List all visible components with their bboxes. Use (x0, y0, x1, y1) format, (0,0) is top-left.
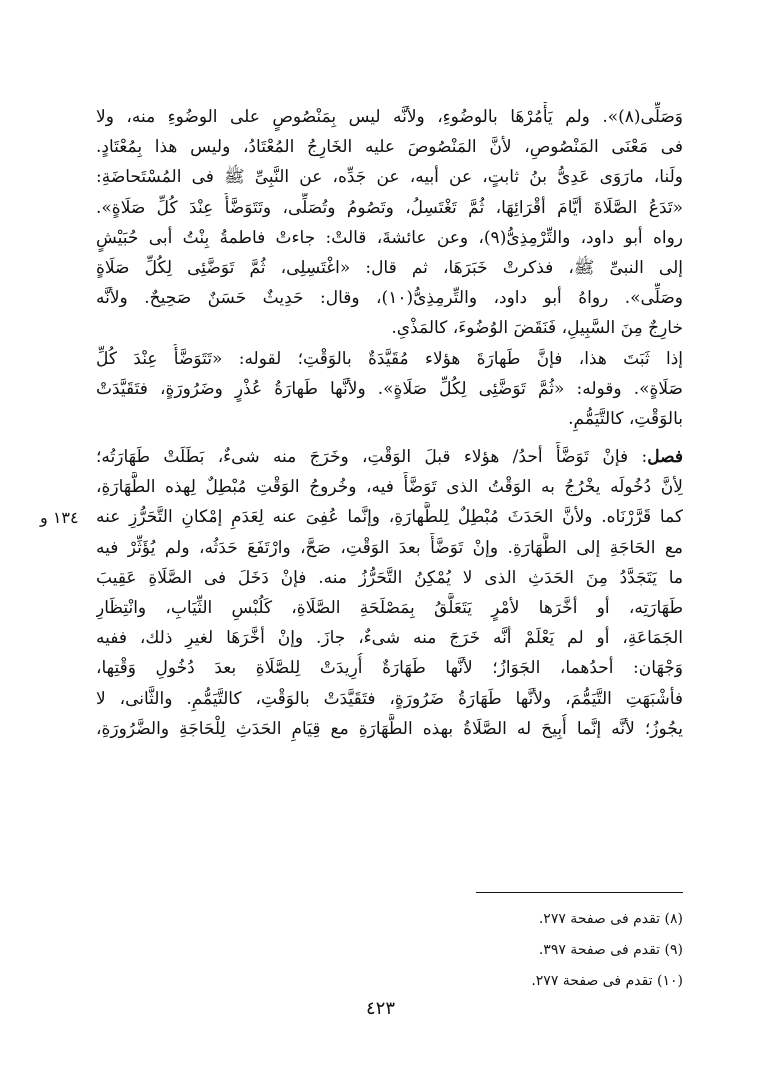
text-line: وَجْهَان: أحدُهما، الجَوَازُ؛ لأنَّها طَهَارَةٌ أُرِيدَتْ لِلصَّلَاةِ بعدَ دُخُولِ وَقْتِها، (96, 658, 683, 679)
text-line: خارِجٌ مِنَ السَّبِيلِ، فَنَقَضَ الوُضُوءَ، كالمَذْىِ. (391, 318, 683, 339)
text-line: ما يَتَجَدَّدُ مِنَ الحَدَثِ الذى لا يُمْكِنُ التَّحَرُّزُ منه. فإنْ دَخَلَ فى الصَّلَاةِ عَقِيبَ (96, 567, 683, 588)
text-line: إذا ثَبَتَ هذا، فإنَّ طَهارَةَ هؤلاء مُقَيَّدَةٌ بالوَقْتِ؛ لقوله: «تَتَوَضَّأُ عِنْدَ كُلِّ (96, 348, 683, 369)
footnotes (531, 904, 683, 997)
text-line: يجُوزُ؛ لأنَّه إنَّما أُبِيحَ له الصَّلَاةُ بهذه الطَّهَارَةِ مع قِيَامِ الحَدَثِ لِلْحَاجَةِ والضَّرُورَةِ، (96, 718, 683, 739)
text-run: : فإنْ تَوَضَّأَ أحدُ/ هؤلاء قبلَ الوَقْتِ، وخَرَجَ منه شىءٌ، بَطَلَتْ طَهَارَتُه؛ (96, 447, 648, 468)
paragraph-2 (96, 344, 683, 435)
text-line: طَهَارَتِه، أو أخَّرَها لأمْرٍ يَتَعَلَّقُ بِمَصْلَحَةِ الصَّلَاةِ، كَلُبْسِ الثِّيَابِ، وانْتِظَارِ (96, 598, 683, 618)
footnote: (٩) تقدم فى صفحة ٣٩٧. (538, 942, 683, 958)
section-label: فصل (647, 447, 683, 468)
text-line: ولَنا، مارَوَى عَدِىُّ بنُ ثابتٍ، عن أبيه، عن جَدِّه، عن النَّبِىِّ ﷺ فى المُسْتَحاضَةِ: (96, 167, 683, 188)
paragraph-1 (96, 102, 683, 344)
margin-folio-note: ١٣٤ و (40, 508, 79, 527)
footnote: (١٠) تقدم فى صفحة ٢٧٧. (531, 973, 683, 989)
text-line: لِأنَّ دُخُولَه يخْرُجُ به الوَقْتُ الذى تَوَضَّأَ فيه، وخُروجُ الوَقْتِ مُبْطِلٌ لِهذه الطَّهَارَةِ، (96, 477, 683, 498)
main-text (96, 102, 683, 744)
text-line: فى مَعْنَى المَنْصُوصِ، لأنَّ المَنْصُوصَ عليه الخَارِجُ المُعْتَادُ، وليس هذا بِمُعْتَادٍ. (96, 137, 683, 158)
text-line (96, 442, 683, 472)
text-line: وَصَلِّى(٨)». ولم يَأْمُرْهَا بالوضُوءِ، ولأنَّه ليس بِمَنْصُوصٍ على الوضُوءِ منه، ولا (96, 107, 683, 127)
text-line: الجَمَاعَةِ، أو لم يَعْلَمْ أنَّه خَرَجَ منه شىءٌ، جازَ. وإنْ أخَّرَهَا لغيرِ ذلك، ففيه (96, 628, 683, 649)
footnote-separator (476, 892, 683, 893)
text-line: رواه أبو داود، والتِّرْمِذِىُّ(٩)، وعن عائشةَ، قالتْ: جاءتْ فاطمةُ بِنْتُ أبى حُبَيْشٍ (96, 227, 683, 248)
text-line: وصَلِّى». رواهُ أبو داود، والتِّرمِذِىُّ(١٠)، وقال: حَدِيثٌ حَسَنٌ صَحِيحٌ. ولأنَّه (96, 288, 683, 309)
text-line: بالوَقْتِ، كالتَّيَمُّمِ. (568, 408, 683, 429)
text-line: مع الحَاجَةِ إلى الطَّهَارَةِ. وإنْ تَوَضَّأَ بعدَ الوَقْتِ، صَحَّ، وارْتَفَعَ حَدَثُه، ولم يُؤَثِّرْ فيه (96, 537, 683, 558)
text-line: صَلَاةٍ». وقوله: «ثُمَّ تَوَضَّئِى لِكُلِّ صَلَاةٍ». ولأنَّها طَهارَةُ عُذْرٍ وضَرُورَةٍ، فتَقَيَّدَتْ (96, 378, 683, 399)
paragraph-3 (96, 442, 683, 744)
text-line: كما قَرَّرْنَاه. ولأنَّ الحَدَثَ مُبْطِلٌ لِلطَّهارَةِ، وإنَّما عُفِىَ عنه لِعَدَمِ إمْكانِ التَّحَرُّزِ عنه (96, 507, 683, 528)
text-line: فأشْبَهَتِ التَّيَمُّمَ، ولأنَّها طَهَارَةُ ضَرُورَةٍ، فتَقَيَّدَتْ بالوَقْتِ، كالتَّيَمُّمِ. والثَّانى، لا (96, 688, 683, 709)
footnote: (٨) تقدم فى صفحة ٢٧٧. (538, 911, 683, 927)
text-line: «تَدَعُ الصَّلَاةَ أيَّامَ أقْرَائِهَا، ثُمَّ تَغْتَسِلُ، وتَصُومُ وتُصَلِّى، وتَتَوَضَّأُ عِنْدَ كُلِّ صَلَاةٍ». (96, 197, 683, 218)
page-number: ٤٢٣ (365, 998, 395, 1019)
text-line: إلى النبىِّ ﷺ، فذكرتْ خَبَرَهَا، ثم قال: «اغْتَسِلِى، ثُمَّ تَوَضَّئِى لِكُلِّ صَلَاةٍ (96, 257, 683, 278)
